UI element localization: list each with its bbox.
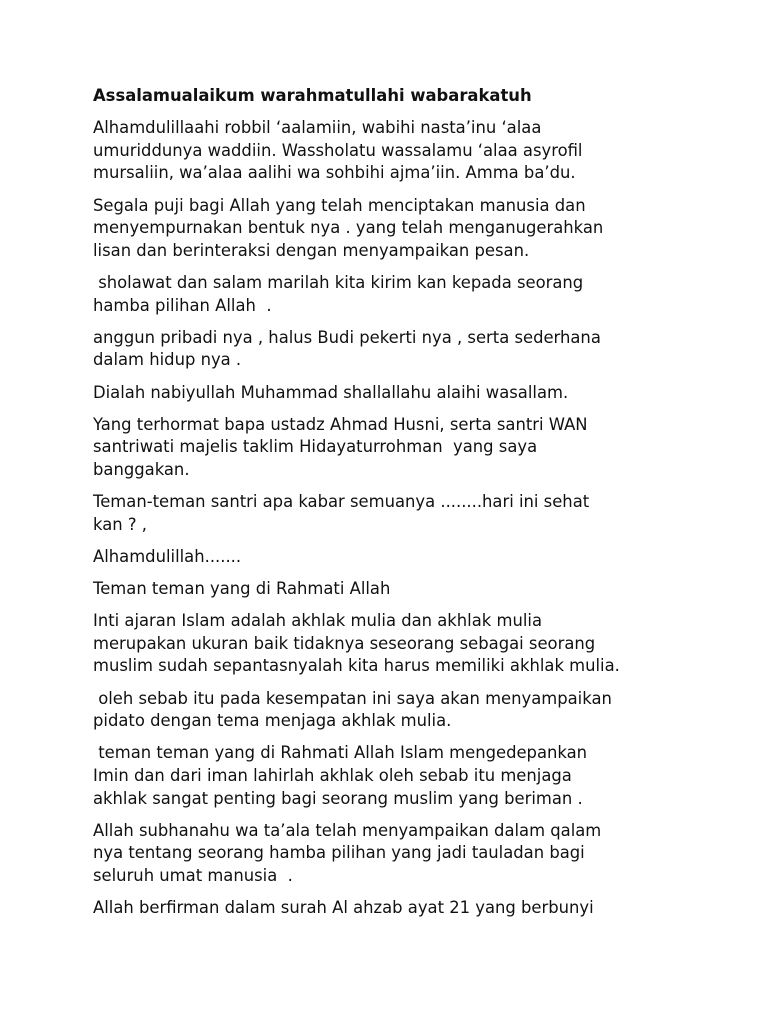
paragraph-greeting-friends: Teman-teman santri apa kabar semuanya ........hari ini sehat kan ? , [93, 492, 590, 534]
paragraph-praise: Segala puji bagi Allah yang telah menciptakan manusia dan menyempurnakan bentuk nya . yang telah menganugerahkan lisan dan berinteraksi dengan menyampaikan pesan. [93, 195, 604, 260]
paragraph-quran-verse: Allah berfirman dalam surah Al ahzab ayat 21 yang berbunyi [93, 898, 594, 918]
paragraph-character: anggun pribadi nya , halus Budi pekerti nya , serta sederhana dalam hidup nya . [93, 327, 601, 370]
paragraph-role-model: Allah subhanahu wa ta’ala telah menyampaikan dalam qalam nya tentang seorang hamba pilihan yang jadi tauladan bagi seluruh umat manusia . [93, 820, 602, 885]
paragraph-speech-theme: oleh sebab itu pada kesempatan ini saya akan menyampaikan pidato dengan tema menjaga akhlak mulia. [93, 688, 612, 731]
paragraph-address-friends: Teman teman yang di Rahmati Allah [93, 579, 391, 599]
paragraph-faith-character: teman teman yang di Rahmati Allah Islam mengedepankan Imin dan dari iman lahirlah akhlak oleh sebab itu menjaga akhlak sangat penting bagi seorang muslim yang beriman . [93, 743, 588, 808]
paragraph-respected-guests: Yang terhormat bapa ustadz Ahmad Husni, serta santri WAN santriwati majelis taklim Hidayaturrohman yang saya banggakan. [93, 414, 588, 479]
greeting-heading: Assalamualaikum warahmatullahi wabarakatuh [93, 86, 532, 105]
paragraph-core-teaching: Inti ajaran Islam adalah akhlak mulia dan akhlak mulia merupakan ukuran baik tidaknya seseorang sebagai seorang muslim sudah sepantasnyalah kita harus memiliki akhlak mulia. [93, 611, 620, 676]
document-body [93, 85, 693, 929]
paragraph-sholawat: sholawat dan salam marilah kita kirim kan kepada seorang hamba pilihan Allah . [93, 272, 584, 315]
paragraph-opening-prayer: Alhamdulillaahi robbil ‘aalamiin, wabihi nasta’inu ‘alaa umuriddunya waddiin. Wassholatu wassalamu ‘alaa asyrofil mursaliin, wa’alaa aalihi wa sohbihi ajma’iin. Amma ba’du. [93, 118, 583, 183]
paragraph-prophet: Dialah nabiyullah Muhammad shallallahu alaihi wasallam. [93, 382, 569, 402]
paragraph-alhamdulillah: Alhamdulillah....... [93, 546, 242, 566]
